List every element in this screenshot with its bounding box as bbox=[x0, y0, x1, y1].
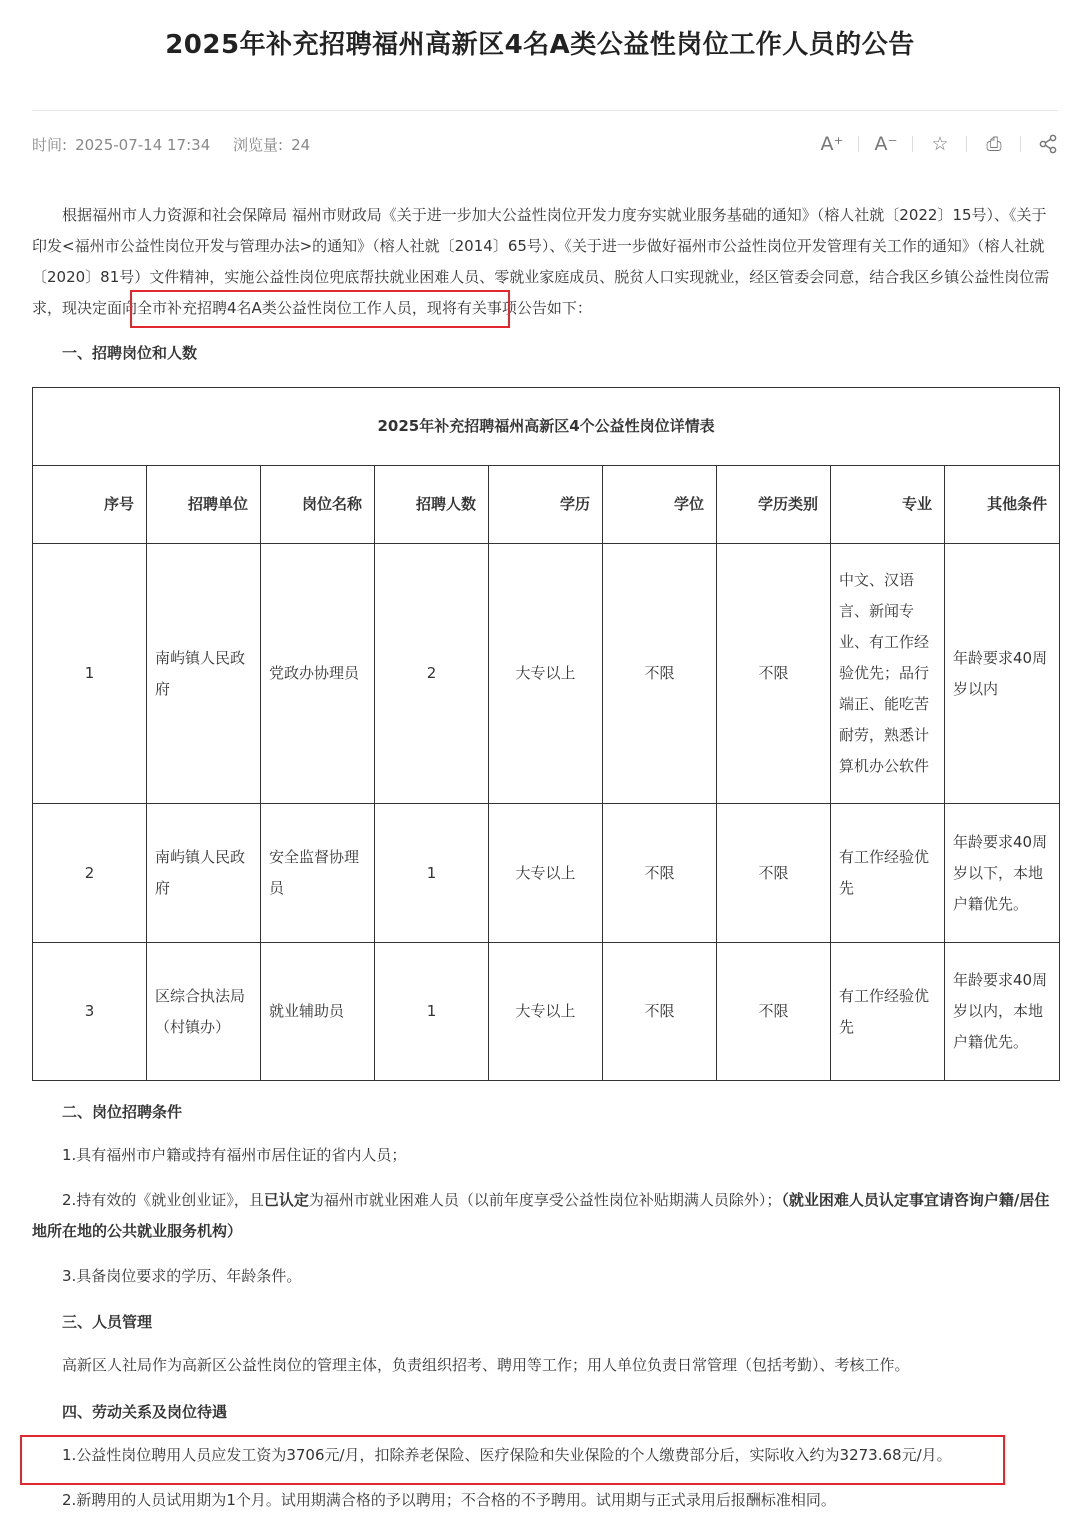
column-header: 招聘单位 bbox=[147, 466, 261, 544]
title-divider bbox=[32, 110, 1058, 111]
column-header: 招聘人数 bbox=[375, 466, 489, 544]
toolbar-divider bbox=[966, 136, 967, 152]
table-cell: 南屿镇人民政府 bbox=[147, 804, 261, 943]
positions-table bbox=[32, 387, 1060, 1081]
table-cell: 大专以上 bbox=[489, 544, 603, 804]
intro-text: 根据福州市人力资源和社会保障局 福州市财政局《关于进一步加大公益性岗位开发力度夯实就业服务基础的通知》（榕人社就〔2022〕15号）、《关于印发<福州市公益性岗位开发与管理办法>的通知》（榕人社就〔2014〕65号）、《关于进一步做好福州市公益性岗位开发管理有关工作的通知》（榕人社就〔2020〕81号）文件精神，实施公益性岗位兜底帮扶就业困难人员、零就业家庭成员、脱贫人口实现就业，经区管委会同意，结合我区乡镇公益性岗位需求， bbox=[32, 206, 1050, 317]
condition-item: 3.具备岗位要求的学历、年龄条件。 bbox=[62, 1267, 302, 1285]
table-cell: 有工作经验优先 bbox=[831, 943, 945, 1081]
table-cell: 安全监督协理员 bbox=[261, 804, 375, 943]
column-header: 学历类别 bbox=[717, 466, 831, 544]
table-cell: 不限 bbox=[603, 804, 717, 943]
table-cell: 2 bbox=[33, 804, 147, 943]
table-cell: 党政办协理员 bbox=[261, 544, 375, 804]
condition-note: （就业困难人员认定事宜请咨询户籍/居住地所在地的公共就业服务机构） bbox=[32, 1191, 1050, 1240]
toolbar-divider bbox=[1020, 136, 1021, 152]
highlight-box bbox=[130, 290, 510, 328]
column-header: 专业 bbox=[831, 466, 945, 544]
management-paragraph: 高新区人社局作为高新区公益性岗位的管理主体，负责组织招考、聘用等工作；用人单位负责日常管理（包括考勤）、考核工作。 bbox=[62, 1356, 910, 1374]
condition-item: 1.具有福州市户籍或持有福州市居住证的省内人员； bbox=[62, 1146, 407, 1164]
table-cell: 不限 bbox=[717, 804, 831, 943]
column-header: 序号 bbox=[33, 466, 147, 544]
section-heading: 一、招聘岗位和人数 bbox=[62, 344, 198, 362]
table-cell: 区综合执法局（村镇办） bbox=[147, 943, 261, 1081]
table-cell: 有工作经验优先 bbox=[831, 804, 945, 943]
table-cell: 中文、汉语言、新闻专业、有工作经验优先；品行端正、能吃苦耐劳，熟悉计算机办公软件 bbox=[831, 544, 945, 804]
table-cell: 不限 bbox=[717, 544, 831, 804]
intro-highlight-text: 现决定面向全市补充招聘4名A类公益性岗位工作人员， bbox=[62, 299, 427, 317]
column-header: 学历 bbox=[489, 466, 603, 544]
highlight-box bbox=[20, 1435, 1005, 1485]
column-header: 其他条件 bbox=[945, 466, 1060, 544]
page-title: 2025年补充招聘福州高新区4名A类公益性岗位工作人员的公告 bbox=[165, 30, 915, 60]
table-cell: 2 bbox=[375, 544, 489, 804]
table-cell: 不限 bbox=[717, 943, 831, 1081]
article-meta bbox=[32, 134, 328, 155]
table-cell: 南屿镇人民政府 bbox=[147, 544, 261, 804]
time-value: 2025-07-14 17:34 bbox=[75, 136, 211, 154]
toolbar-divider bbox=[858, 136, 859, 152]
views-value: 24 bbox=[291, 136, 311, 154]
column-header: 岗位名称 bbox=[261, 466, 375, 544]
table-cell: 1 bbox=[375, 804, 489, 943]
table-cell: 年龄要求40周岁以下，本地户籍优先。 bbox=[945, 804, 1060, 943]
table-cell: 年龄要求40周岁以内，本地户籍优先。 bbox=[945, 943, 1060, 1081]
table-cell: 就业辅助员 bbox=[261, 943, 375, 1081]
table-row bbox=[33, 544, 1060, 804]
time-label: 时间: bbox=[32, 136, 68, 154]
condition-item bbox=[32, 1185, 1058, 1247]
salary-paragraph: 1.公益性岗位聘用人员应发工资为3706元/月，扣除养老保险、医疗保险和失业保险的个人缴费部分后，实际收入约为3273.68元/月。 bbox=[62, 1446, 952, 1464]
column-header: 学位 bbox=[603, 466, 717, 544]
section-heading: 四、劳动关系及岗位待遇 bbox=[62, 1403, 228, 1421]
print-icon[interactable]: ⎙ bbox=[986, 133, 1002, 155]
condition-text: 为福州市就业困难人员（以前年度享受公益性岗位补贴期满人员除外）； bbox=[308, 1191, 782, 1209]
font-increase-icon[interactable]: A⁺ bbox=[820, 133, 844, 155]
table-cell: 年龄要求40周岁以内 bbox=[945, 544, 1060, 804]
table-cell: 大专以上 bbox=[489, 943, 603, 1081]
share-glyph bbox=[1038, 134, 1058, 154]
intro-text-end: 现将有关事项公告如下： bbox=[426, 299, 592, 317]
table-row bbox=[33, 804, 1060, 943]
table-cell: 不限 bbox=[603, 943, 717, 1081]
condition-text: 2.持有效的《就业创业证》，且 bbox=[62, 1191, 264, 1209]
table-cell: 1 bbox=[33, 544, 147, 804]
table-cell: 3 bbox=[33, 943, 147, 1081]
section-heading: 三、人员管理 bbox=[62, 1313, 153, 1331]
section-heading: 二、岗位招聘条件 bbox=[62, 1103, 183, 1121]
share-icon[interactable] bbox=[1034, 130, 1062, 158]
table-cell: 大专以上 bbox=[489, 804, 603, 943]
article-toolbar bbox=[818, 130, 1063, 158]
table-cell: 1 bbox=[375, 943, 489, 1081]
toolbar-divider bbox=[912, 136, 913, 152]
table-row bbox=[33, 943, 1060, 1081]
table-cell: 不限 bbox=[603, 544, 717, 804]
table-caption: 2025年补充招聘福州高新区4个公益性岗位详情表 bbox=[33, 388, 1060, 466]
condition-emphasis: 已认定 bbox=[263, 1191, 309, 1209]
probation-paragraph: 2.新聘用的人员试用期为1个月。试用期满合格的予以聘用；不合格的不予聘用。试用期与正式录用后报酬标准相同。 bbox=[62, 1491, 836, 1509]
star-icon[interactable]: ☆ bbox=[931, 133, 949, 155]
font-decrease-icon[interactable]: A⁻ bbox=[874, 133, 898, 155]
views-label: 浏览量: bbox=[233, 136, 284, 154]
